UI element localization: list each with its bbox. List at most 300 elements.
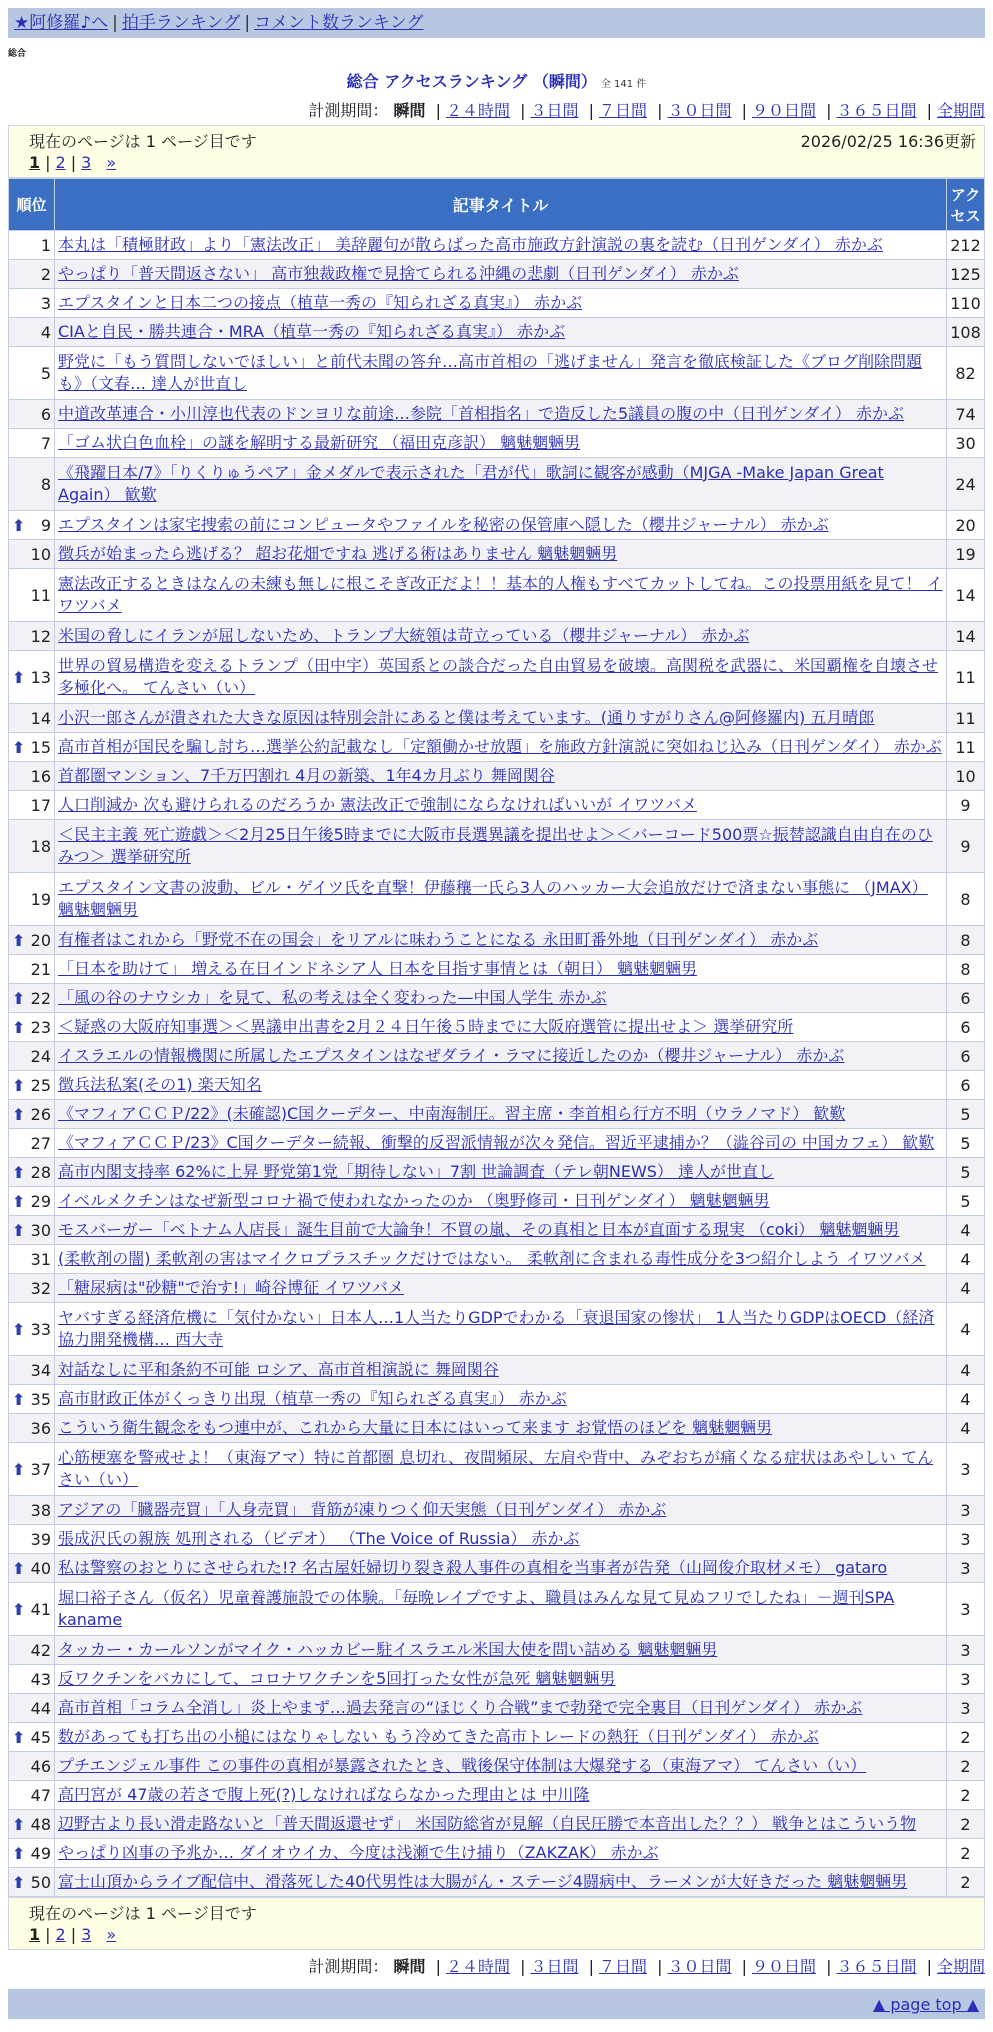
rank-number: 3: [40, 293, 51, 313]
rank-cell: [9, 347, 55, 400]
rank-number: 39: [30, 1529, 51, 1549]
title-cell: [55, 651, 947, 704]
table-row: [9, 651, 985, 704]
page-title-text: 総合 アクセスランキング （瞬間）: [346, 72, 597, 91]
article-link[interactable]: 「ゴム状白色血栓」の謎を解明する最新研究 （福田克彦訳） 魑魅魍魎男: [58, 432, 581, 452]
arrow-up-icon: ⬆: [12, 737, 26, 757]
article-link[interactable]: アジアの「臓器売買」「人身売買」 背筋が凍りつく仰天実態（日刊ゲンダイ） 赤かぶ: [58, 1499, 667, 1519]
rank-number: 32: [30, 1278, 51, 1298]
title-cell: [55, 289, 947, 318]
rank-cell: [9, 873, 55, 926]
page-top-link[interactable]: ▲ page top ▲: [872, 1995, 979, 2014]
article-link[interactable]: 「日本を助けて」 増える在日インドネシア人 日本を目指す事情とは（朝日） 魑魅魍魎男: [58, 958, 698, 978]
article-link[interactable]: 《飛躍日本/7》「りくりゅうペア」金メダルで表示された「君が代」歌詞に観客が感動（MJGA -Make Japan Great Again） 歓歎: [58, 462, 884, 504]
period-label: 計測期間：: [308, 101, 389, 120]
rank-cell: [9, 955, 55, 984]
access-count: 125: [947, 260, 985, 289]
table-row: [9, 429, 985, 458]
rank-cell: [9, 733, 55, 762]
rank-cell: [9, 511, 55, 540]
article-link[interactable]: (柔軟剤の闇) 柔軟剤の害はマイクロプラスチックだけではない。 柔軟剤に含まれる毒性成分を3つ紹介しよう イワツバメ: [58, 1248, 926, 1268]
arrow-up-icon: ⬆: [12, 667, 26, 687]
ranking-table: [8, 178, 985, 1897]
access-count: 3: [947, 1694, 985, 1723]
page-current-bottom: 1: [29, 1925, 41, 1944]
title-cell: [55, 1636, 947, 1665]
article-link[interactable]: 私は警察のおとりにさせられた!? 名古屋妊婦切り裂き殺人事件の真相を当事者が告発（山岡俊介取材メモ） gataro: [58, 1557, 888, 1577]
table-row: [9, 1385, 985, 1414]
access-count: 82: [947, 347, 985, 400]
top-nav: ★阿修羅♪へ | 拍手ランキング | コメント数ランキング: [8, 8, 985, 38]
access-count: 8: [947, 926, 985, 955]
arrow-up-icon: ⬆: [12, 1075, 26, 1095]
table-row: [9, 511, 985, 540]
rank-number: 7: [40, 433, 51, 453]
article-link[interactable]: 高市内閣支持率 62%に上昇 野党第1党「期待しない」7割 世論調査（テレ朝NEWS） 達人が世直し: [58, 1161, 775, 1181]
rank-number: 42: [30, 1640, 51, 1660]
rank-number: 10: [30, 544, 51, 564]
article-link[interactable]: 高市首相が国民を騙し討ち…選挙公約記載なし「定額働かせ放題」を施政方針演説に突如ねじ込み（日刊ゲンダイ） 赤かぶ: [58, 736, 942, 756]
access-count: 11: [947, 704, 985, 733]
rank-cell: [9, 289, 55, 318]
access-count: 8: [947, 955, 985, 984]
rank-cell: [9, 458, 55, 511]
table-row: [9, 260, 985, 289]
rank-number: 20: [30, 930, 51, 950]
title-cell: [55, 569, 947, 622]
rank-cell: [9, 429, 55, 458]
access-count: 9: [947, 820, 985, 873]
article-link[interactable]: 人口削減か 次も避けられるのだろうか 憲法改正で強制にならなければいいが イワツバメ: [58, 794, 697, 814]
access-count: 4: [947, 1356, 985, 1385]
article-link[interactable]: 辺野古より長い滑走路ないと「普天間返還せず」 米国防総省が見解（自民圧勝で本音出した？？） 戦争とはこういう物: [58, 1813, 917, 1833]
article-link[interactable]: 野党に「もう質問しないでほしい」と前代未聞の答弁…高市首相の「逃げません」発言を徹底検証した《ブログ削除問題も》（文春… 達人が世直し: [58, 351, 923, 393]
rank-cell: [9, 1723, 55, 1752]
access-count: 30: [947, 429, 985, 458]
table-row: [9, 1443, 985, 1496]
article-link[interactable]: タッカー・カールソンがマイク・ハッカビー駐イスラエル米国大使を問い詰める 魑魅魍魎男: [58, 1639, 718, 1659]
header-rank: 順位: [9, 179, 55, 231]
article-link[interactable]: 小沢一郎さんが潰された大きな原因は特別会計にあると僕は考えています。(通りすがりさん@阿修羅内) 五月晴郎: [58, 707, 875, 727]
page-link-3[interactable]: 3: [81, 153, 92, 172]
pager-bottom: 現在のページは 1 ページ目です 1 | 2 | 3 »: [8, 1897, 985, 1950]
total-count: 全 141 件: [600, 79, 647, 90]
rank-cell: [9, 1752, 55, 1781]
rank-cell: [9, 791, 55, 820]
rank-number: 33: [30, 1319, 51, 1339]
rank-number: 47: [30, 1785, 51, 1805]
rank-number: 44: [30, 1698, 51, 1718]
arrow-up-icon: ⬆: [12, 1104, 26, 1124]
header-title: 記事タイトル: [55, 179, 947, 231]
rank-number: 11: [30, 585, 51, 605]
article-link[interactable]: 「風の谷のナウシカ」を見て、私の考えは全く変わった—中国人学生 赤かぶ: [58, 987, 607, 1007]
title-cell: [55, 733, 947, 762]
table-row: [9, 762, 985, 791]
access-count: 4: [947, 1303, 985, 1356]
table-row: [9, 1752, 985, 1781]
title-cell: [55, 429, 947, 458]
access-count: 5: [947, 1100, 985, 1129]
ranking-table-body: [9, 231, 985, 1897]
period-link-365d[interactable]: ３６５日間: [836, 101, 917, 120]
access-count: 2: [947, 1781, 985, 1810]
access-count: 10: [947, 762, 985, 791]
access-count: 14: [947, 622, 985, 651]
arrow-up-icon: ⬆: [12, 1872, 26, 1892]
table-row: [9, 1496, 985, 1525]
period-link-90d-bottom[interactable]: ９０日間: [751, 1957, 816, 1976]
rank-cell: [9, 1665, 55, 1694]
rank-cell: [9, 1583, 55, 1636]
header-access: アクセス: [947, 179, 985, 231]
rank-cell: [9, 1496, 55, 1525]
arrow-up-icon: ⬆: [12, 1191, 26, 1211]
arrow-up-icon: ⬆: [12, 515, 26, 535]
rank-number: 18: [30, 836, 51, 856]
article-link[interactable]: 高市首相「コラム全消し」炎上やまず…過去発言の“ほじくり合戦”まで勃発で完全裏目（日刊ゲンダイ） 赤かぶ: [58, 1697, 863, 1717]
category-label: 総合: [8, 49, 27, 59]
title-cell: [55, 1868, 947, 1897]
title-cell: [55, 1129, 947, 1158]
page-link-2-bottom[interactable]: 2: [55, 1925, 66, 1944]
article-link[interactable]: 高円宮が 47歳の若さで腹上死(?)しなければならなかった理由とは 中川隆: [58, 1784, 590, 1804]
article-link[interactable]: CIAと自民・勝共連合・MRA（植草一秀の『知られざる真実』） 赤かぶ: [58, 321, 566, 341]
arrow-up-icon: ⬆: [12, 1162, 26, 1182]
rank-cell: [9, 1187, 55, 1216]
rank-number: 13: [30, 667, 51, 687]
title-cell: [55, 511, 947, 540]
table-row: [9, 984, 985, 1013]
table-row: [9, 1723, 985, 1752]
page-current: 1: [29, 153, 41, 172]
title-cell: [55, 704, 947, 733]
title-cell: [55, 1839, 947, 1868]
article-link[interactable]: 憲法改正するときはなんの未練も無しに根こそぎ改正だよ！！基本的人権もすべてカットしてね。この投票用紙を見て！ イワツバメ: [58, 573, 943, 615]
table-row: [9, 1694, 985, 1723]
period-link-7d[interactable]: ７日間: [598, 101, 647, 120]
title-cell: [55, 873, 947, 926]
title-cell: [55, 791, 947, 820]
access-count: 3: [947, 1496, 985, 1525]
rank-number: 36: [30, 1418, 51, 1438]
article-link[interactable]: 心筋梗塞を警戒せよ！（東海アマ）特に首都圏 息切れ、夜間頻尿、左肩や背中、みぞおちが痛くなる症状はあやしい てんさい（い）: [58, 1447, 934, 1489]
arrow-up-icon: ⬆: [12, 930, 26, 950]
rank-cell: [9, 1245, 55, 1274]
updated-timestamp: 2026/02/25 16:36更新: [800, 132, 976, 151]
rank-cell: [9, 231, 55, 260]
rank-cell: [9, 1216, 55, 1245]
rank-cell: [9, 260, 55, 289]
title-cell: [55, 1303, 947, 1356]
title-cell: [55, 820, 947, 873]
nav-link-comment-ranking[interactable]: コメント数ランキング: [254, 13, 424, 33]
rank-cell: [9, 1525, 55, 1554]
article-link[interactable]: 「糖尿病は"砂糖"で治す!」崎谷博征 イワツバメ: [58, 1277, 404, 1297]
period-link-24h[interactable]: ２４時間: [445, 101, 510, 120]
table-row: [9, 1129, 985, 1158]
table-row: [9, 1583, 985, 1636]
access-count: 9: [947, 791, 985, 820]
article-link[interactable]: エプスタインと日本二つの接点（植草一秀の『知られざる真実』） 赤かぶ: [58, 292, 583, 312]
rank-number: 37: [30, 1459, 51, 1479]
article-link[interactable]: 対話なしに平和条約不可能 ロシア、高市首相演説に 舞岡関谷: [58, 1359, 499, 1379]
table-row: [9, 1636, 985, 1665]
article-link[interactable]: 首都圏マンション、7千万円割れ 4月の新築、1年4カ月ぶり 舞岡関谷: [58, 765, 555, 785]
table-row: [9, 231, 985, 260]
article-link[interactable]: こういう衛生観念をもつ連中が、これから大量に日本にはいって来ます お覚悟のほどを 魑魅魍魎男: [58, 1417, 773, 1437]
article-link[interactable]: エプスタインは家宅捜索の前にコンピュータやファイルを秘密の保管庫へ隠した（櫻井ジャーナル） 赤かぶ: [58, 514, 829, 534]
rank-number: 25: [30, 1075, 51, 1095]
rank-cell: [9, 762, 55, 791]
rank-number: 50: [30, 1872, 51, 1892]
rank-cell: [9, 1303, 55, 1356]
page-link-next[interactable]: »: [106, 153, 117, 172]
rank-number: 26: [30, 1104, 51, 1124]
rank-number: 46: [30, 1756, 51, 1776]
access-count: 2: [947, 1868, 985, 1897]
title-cell: [55, 1723, 947, 1752]
table-row: [9, 820, 985, 873]
rank-number: 12: [30, 626, 51, 646]
article-link[interactable]: 張成沢氏の親族 処刑される（ビデオ） （The Voice of Russia） 赤かぶ: [58, 1528, 580, 1548]
rank-cell: [9, 1158, 55, 1187]
article-link[interactable]: 富士山頂からライブ配信中、滑落死した40代男性は大腸がん・ステージ4闘病中、ラーメンが大好きだった 魑魅魍魎男: [58, 1871, 908, 1891]
rank-number: 19: [30, 889, 51, 909]
period-link-all[interactable]: 全期間: [936, 101, 985, 120]
table-row: [9, 1245, 985, 1274]
table-row: [9, 1665, 985, 1694]
title-cell: [55, 1071, 947, 1100]
article-link[interactable]: ＜疑惑の大阪府知事選＞＜異議申出書を2月２４日午後５時までに大阪府選管に提出せよ＞ 選挙研究所: [58, 1016, 794, 1036]
footer-bar: [8, 1989, 985, 2019]
article-link[interactable]: やっぱり凶事の予兆か… ダイオウイカ、今度は浅瀬で生け捕り（ZAKZAK） 赤かぶ: [58, 1842, 659, 1862]
title-cell: [55, 540, 947, 569]
article-link[interactable]: モスバーガー「ベトナム人店長」誕生目前で大論争！不買の嵐、その真相と日本が直面する現実 （coki） 魑魅魍魎男: [58, 1219, 900, 1239]
rank-cell: [9, 1443, 55, 1496]
arrow-up-icon: ⬆: [12, 1727, 26, 1747]
title-cell: [55, 762, 947, 791]
title-cell: [55, 1583, 947, 1636]
article-link[interactable]: 徴兵が始まったら逃げる？ 超お花畑ですね 逃げる術はありません 魑魅魍魎男: [58, 543, 618, 563]
rank-number: 16: [30, 766, 51, 786]
table-row: [9, 955, 985, 984]
rank-number: 23: [30, 1017, 51, 1037]
access-count: 3: [947, 1525, 985, 1554]
title-cell: [55, 400, 947, 429]
rank-number: 24: [30, 1046, 51, 1066]
title-cell: [55, 1752, 947, 1781]
period-link-3d-bottom[interactable]: ３日間: [530, 1957, 579, 1976]
rank-cell: [9, 820, 55, 873]
rank-number: 31: [30, 1249, 51, 1269]
arrow-up-icon: ⬆: [12, 1843, 26, 1863]
period-link-30d[interactable]: ３０日間: [667, 101, 732, 120]
title-cell: [55, 318, 947, 347]
article-link[interactable]: エプスタイン文書の波動、ビル・ゲイツ氏を直撃！伊藤穰一氏ら3人のハッカー大会追放だけで済まない事態に （JMAX） 魑魅魍魎男: [58, 877, 928, 919]
access-count: 2: [947, 1723, 985, 1752]
rank-number: 17: [30, 795, 51, 815]
rank-number: 29: [30, 1191, 51, 1211]
period-current-bottom: 瞬間: [393, 1957, 426, 1976]
article-link[interactable]: 米国の脅しにイランが屈しないため、トランプ大統領は苛立っている（櫻井ジャーナル） 赤かぶ: [58, 625, 750, 645]
article-link[interactable]: プチエンジェル事件 この事件の真相が暴露されたとき、戦後保守体制は大爆発する（東海アマ） てんさい（い）: [58, 1755, 867, 1775]
rank-number: 48: [30, 1814, 51, 1834]
rank-cell: [9, 1414, 55, 1443]
current-page-text-bottom: 現在のページは 1 ページ目です: [29, 1904, 257, 1923]
article-link[interactable]: 《マフィアＣＣＰ/22》(未確認)C国クーデター、中南海制圧。習主席・李首相ら行方不明（ウラノマド） 歓歎: [58, 1103, 846, 1123]
rank-cell: [9, 1356, 55, 1385]
table-row: [9, 1868, 985, 1897]
article-link[interactable]: 徴兵法私案(その1) 楽天知名: [58, 1074, 262, 1094]
rank-cell: [9, 926, 55, 955]
period-link-30d-bottom[interactable]: ３０日間: [667, 1957, 732, 1976]
arrow-up-icon: ⬆: [12, 1389, 26, 1409]
rank-cell: [9, 540, 55, 569]
table-row: [9, 1187, 985, 1216]
table-row: [9, 1356, 985, 1385]
table-row: [9, 1158, 985, 1187]
table-row: [9, 791, 985, 820]
table-row: [9, 704, 985, 733]
title-cell: [55, 1496, 947, 1525]
rank-number: 38: [30, 1500, 51, 1520]
period-current: 瞬間: [393, 101, 426, 120]
access-count: 4: [947, 1385, 985, 1414]
access-count: 6: [947, 984, 985, 1013]
table-row: [9, 1554, 985, 1583]
rank-cell: [9, 1781, 55, 1810]
period-link-all-bottom[interactable]: 全期間: [936, 1957, 985, 1976]
title-cell: [55, 1525, 947, 1554]
rank-number: 2: [40, 264, 51, 284]
table-row: [9, 873, 985, 926]
page-link-3-bottom[interactable]: 3: [81, 1925, 92, 1944]
period-link-3d[interactable]: ３日間: [530, 101, 579, 120]
table-row: [9, 1100, 985, 1129]
article-link[interactable]: 中道改革連合・小川淳也代表のドンヨリな前途…参院「首相指名」で造反した5議員の腹の中（日刊ゲンダイ） 赤かぶ: [58, 403, 904, 423]
rank-cell: [9, 1042, 55, 1071]
title-cell: [55, 926, 947, 955]
rank-number: 22: [30, 988, 51, 1008]
arrow-up-icon: ⬆: [12, 1599, 26, 1619]
table-row: [9, 1414, 985, 1443]
period-link-24h-bottom[interactable]: ２４時間: [445, 1957, 510, 1976]
page-link-next-bottom[interactable]: »: [106, 1925, 117, 1944]
current-page-text: 現在のページは 1 ページ目です: [29, 132, 257, 151]
access-count: 24: [947, 458, 985, 511]
table-row: [9, 569, 985, 622]
article-link[interactable]: 数があっても打ち出の小槌にはなりゃしない もう冷めてきた高市トレードの熱狂（日刊ゲンダイ） 赤かぶ: [58, 1726, 819, 1746]
rank-cell: [9, 622, 55, 651]
title-cell: [55, 1414, 947, 1443]
period-link-365d-bottom[interactable]: ３６５日間: [836, 1957, 917, 1976]
access-count: 4: [947, 1414, 985, 1443]
arrow-up-icon: ⬆: [12, 1814, 26, 1834]
rank-cell: [9, 651, 55, 704]
rank-cell: [9, 1694, 55, 1723]
title-cell: [55, 1810, 947, 1839]
title-cell: [55, 1385, 947, 1414]
access-count: 5: [947, 1187, 985, 1216]
rank-number: 28: [30, 1162, 51, 1182]
arrow-up-icon: ⬆: [12, 988, 26, 1008]
rank-number: 40: [30, 1558, 51, 1578]
access-count: 6: [947, 1042, 985, 1071]
title-cell: [55, 1274, 947, 1303]
rank-number: 34: [30, 1360, 51, 1380]
access-count: 108: [947, 318, 985, 347]
nav-link-applause-ranking[interactable]: 拍手ランキング: [121, 13, 241, 33]
table-row: [9, 622, 985, 651]
access-count: 19: [947, 540, 985, 569]
article-link[interactable]: イベルメクチンはなぜ新型コロナ禍で使われなかったのか （奥野修司・日刊ゲンダイ） 魑魅魍魎男: [58, 1190, 770, 1210]
rank-cell: [9, 1013, 55, 1042]
period-link-7d-bottom[interactable]: ７日間: [598, 1957, 647, 1976]
arrow-up-icon: ⬆: [12, 1017, 26, 1037]
table-row: [9, 318, 985, 347]
article-link[interactable]: 反ワクチンをバカにして、コロナワクチンを5回打った女性が急死 魑魅魍魎男: [58, 1668, 616, 1688]
article-link[interactable]: ＜民主主義 死亡遊戯＞＜2月25日午後5時までに大阪市長選異議を提出せよ＞＜バーコード500票☆振替認識自由自在のひみつ＞ 選挙研究所: [58, 824, 933, 866]
access-count: 3: [947, 1554, 985, 1583]
article-link[interactable]: 堀口裕子さん（仮名）児童養護施設での体験。「毎晩レイプですよ、職員はみんな見て見ぬフリでしたね」－週刊SPA kaname: [58, 1587, 895, 1629]
table-row: [9, 1013, 985, 1042]
title-cell: [55, 1781, 947, 1810]
title-cell: [55, 1158, 947, 1187]
page-title: [8, 69, 985, 92]
rank-number: 35: [30, 1389, 51, 1409]
article-link[interactable]: 世界の貿易構造を変えるトランプ（田中宇）英国系との談合だった自由貿易を破壊。高関税を武器に、米国覇権を自壊させ多極化へ。 てんさい（い）: [58, 655, 939, 697]
title-cell: [55, 1100, 947, 1129]
access-count: 20: [947, 511, 985, 540]
title-cell: [55, 955, 947, 984]
rank-number: 6: [40, 404, 51, 424]
title-cell: [55, 1042, 947, 1071]
rank-number: 15: [30, 737, 51, 757]
period-link-90d[interactable]: ９０日間: [751, 101, 816, 120]
rank-cell: [9, 1274, 55, 1303]
table-row: [9, 1781, 985, 1810]
rank-number: 8: [40, 474, 51, 494]
rank-number: 14: [30, 708, 51, 728]
rank-cell: [9, 1868, 55, 1897]
article-link[interactable]: イスラエルの情報機関に所属したエプスタインはなぜダライ・ラマに接近したのか（櫻井ジャーナル） 赤かぶ: [58, 1045, 845, 1065]
article-link[interactable]: 有権者はこれから「野党不在の国会」をリアルに味わうことになる 永田町番外地（日刊ゲンダイ） 赤かぶ: [58, 929, 819, 949]
rank-cell: [9, 704, 55, 733]
article-link[interactable]: 高市財政正体がくっきり出現（植草一秀の『知られざる真実』） 赤かぶ: [58, 1388, 567, 1408]
access-count: 3: [947, 1665, 985, 1694]
table-row: [9, 1216, 985, 1245]
title-cell: [55, 1356, 947, 1385]
access-count: 3: [947, 1443, 985, 1496]
rank-cell: [9, 1554, 55, 1583]
table-row: [9, 733, 985, 762]
nav-link-ashura[interactable]: ★阿修羅♪へ: [14, 13, 109, 33]
rank-cell: [9, 318, 55, 347]
article-link[interactable]: 本丸は「積極財政」より「憲法改正」 美辞麗句が散らばった高市施政方針演説の裏を読む（日刊ゲンダイ） 赤かぶ: [58, 234, 883, 254]
table-row: [9, 1042, 985, 1071]
article-link[interactable]: やっぱり「普天間返さない」 高市独裁政権で見捨てられる沖縄の悲劇（日刊ゲンダイ） 赤かぶ: [58, 263, 739, 283]
page-link-2[interactable]: 2: [55, 153, 66, 172]
rank-cell: [9, 400, 55, 429]
title-cell: [55, 1443, 947, 1496]
access-count: 212: [947, 231, 985, 260]
pager-top: 現在のページは 1 ページ目です 2026/02/25 16:36更新 1 | 2 | 3 »: [8, 125, 985, 178]
access-count: 74: [947, 400, 985, 429]
title-cell: [55, 347, 947, 400]
article-link[interactable]: 《マフィアＣＣＰ/23》C国クーデター続報、衝撃的反習派情報が次々発信。習近平逮捕か？（澁谷司の 中国カフェ） 歓歎: [58, 1132, 935, 1152]
article-link[interactable]: ヤバすぎる経済危機に「気付かない」日本人…1人当たりGDPでわかる「衰退国家の惨状」 1人当たりGDPはOECD（経済協力開発機構… 西大寺: [58, 1307, 935, 1349]
